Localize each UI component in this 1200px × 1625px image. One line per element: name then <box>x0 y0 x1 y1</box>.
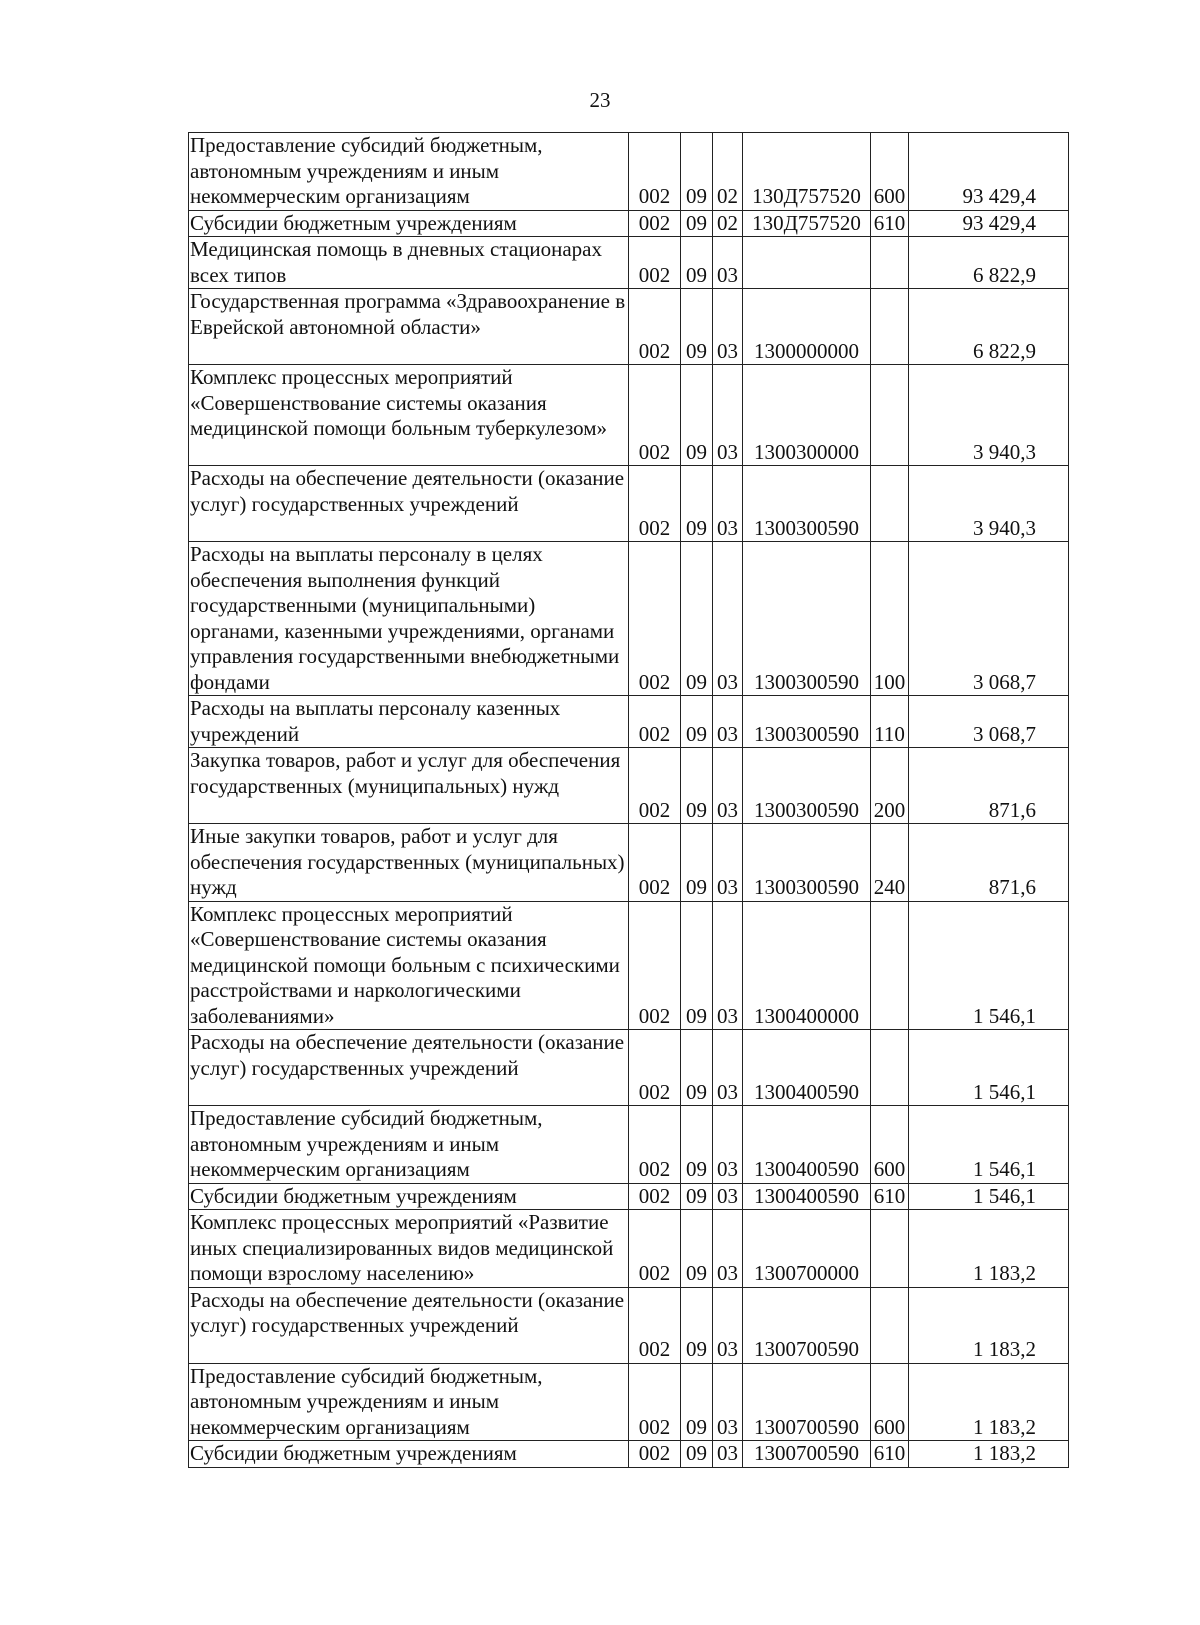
row-amount: 93 429,4 <box>909 210 1069 237</box>
row-amount: 3 940,3 <box>909 466 1069 542</box>
row-admin-code: 002 <box>629 696 681 748</box>
row-expense-type: 200 <box>871 748 909 824</box>
row-subsection: 03 <box>713 1441 743 1468</box>
table-row <box>189 542 1069 696</box>
row-subsection: 02 <box>713 210 743 237</box>
row-name: Предоставление субсидий бюджетным, автономным учреждениям и иным некоммерческим организациям <box>189 133 629 211</box>
row-section: 09 <box>681 824 713 902</box>
row-subsection: 03 <box>713 237 743 289</box>
row-section: 09 <box>681 289 713 365</box>
row-expense-type: 100 <box>871 542 909 696</box>
row-admin-code: 002 <box>629 748 681 824</box>
row-section: 09 <box>681 748 713 824</box>
row-section: 09 <box>681 542 713 696</box>
table-row <box>189 901 1069 1030</box>
row-target-article: 1300700590 <box>743 1287 871 1363</box>
row-amount: 1 546,1 <box>909 1106 1069 1184</box>
row-name: Предоставление субсидий бюджетным, автономным учреждениям и иным некоммерческим организациям <box>189 1363 629 1441</box>
row-subsection: 03 <box>713 1287 743 1363</box>
row-subsection: 03 <box>713 1183 743 1210</box>
row-target-article: 1300700000 <box>743 1210 871 1288</box>
page-number: 23 <box>589 88 611 112</box>
row-target-article <box>743 237 871 289</box>
row-name: Субсидии бюджетным учреждениям <box>189 1183 629 1210</box>
row-target-article: 1300700590 <box>743 1441 871 1468</box>
row-subsection: 03 <box>713 696 743 748</box>
table-row <box>189 466 1069 542</box>
row-name: Расходы на выплаты персоналу в целях обеспечения выполнения функций государственными (муниципальными) органами, казенными учреждениями, органами управления государственными внебюджетными фондами <box>189 542 629 696</box>
row-subsection: 03 <box>713 1210 743 1288</box>
row-expense-type: 610 <box>871 210 909 237</box>
row-subsection: 03 <box>713 824 743 902</box>
row-target-article: 1300300590 <box>743 696 871 748</box>
row-section: 09 <box>681 210 713 237</box>
row-name: Иные закупки товаров, работ и услуг для обеспечения государственных (муниципальных) нужд <box>189 824 629 902</box>
row-section: 09 <box>681 1183 713 1210</box>
row-name: Субсидии бюджетным учреждениям <box>189 210 629 237</box>
row-subsection: 03 <box>713 289 743 365</box>
row-target-article: 1300300590 <box>743 466 871 542</box>
row-name: Предоставление субсидий бюджетным, автономным учреждениям и иным некоммерческим организациям <box>189 1106 629 1184</box>
table-row <box>189 210 1069 237</box>
row-expense-type <box>871 237 909 289</box>
row-expense-type: 110 <box>871 696 909 748</box>
row-subsection: 03 <box>713 1363 743 1441</box>
table-row <box>189 289 1069 365</box>
row-amount: 1 546,1 <box>909 1183 1069 1210</box>
row-section: 09 <box>681 133 713 211</box>
table-row <box>189 1363 1069 1441</box>
row-name: Комплекс процессных мероприятий «Совершенствование системы оказания медицинской помощи больным с психическими расстройствами и наркологическими заболеваниями» <box>189 901 629 1030</box>
table-row <box>189 748 1069 824</box>
row-target-article: 1300300590 <box>743 542 871 696</box>
row-name: Комплекс процессных мероприятий «Развитие иных специализированных видов медицинской помощи взрослому населению» <box>189 1210 629 1288</box>
row-section: 09 <box>681 1363 713 1441</box>
row-target-article: 1300000000 <box>743 289 871 365</box>
row-section: 09 <box>681 237 713 289</box>
row-amount: 1 546,1 <box>909 1030 1069 1106</box>
table-row <box>189 1210 1069 1288</box>
row-admin-code: 002 <box>629 133 681 211</box>
row-expense-type <box>871 466 909 542</box>
row-name: Комплекс процессных мероприятий «Совершенствование системы оказания медицинской помощи больным туберкулезом» <box>189 365 629 466</box>
row-name: Расходы на обеспечение деятельности (оказание услуг) государственных учреждений <box>189 466 629 542</box>
row-subsection: 03 <box>713 1106 743 1184</box>
row-target-article: 1300400590 <box>743 1106 871 1184</box>
row-expense-type <box>871 1030 909 1106</box>
row-admin-code: 002 <box>629 1106 681 1184</box>
row-expense-type <box>871 901 909 1030</box>
row-expense-type <box>871 289 909 365</box>
row-expense-type: 600 <box>871 1363 909 1441</box>
row-name: Медицинская помощь в дневных стационарах всех типов <box>189 237 629 289</box>
row-amount: 1 183,2 <box>909 1441 1069 1468</box>
row-expense-type: 600 <box>871 1106 909 1184</box>
row-amount: 93 429,4 <box>909 133 1069 211</box>
row-amount: 6 822,9 <box>909 237 1069 289</box>
row-amount: 3 940,3 <box>909 365 1069 466</box>
row-name: Закупка товаров, работ и услуг для обеспечения государственных (муниципальных) нужд <box>189 748 629 824</box>
row-amount: 871,6 <box>909 824 1069 902</box>
row-subsection: 03 <box>713 365 743 466</box>
row-admin-code: 002 <box>629 365 681 466</box>
row-target-article: 1300400590 <box>743 1183 871 1210</box>
row-target-article: 1300400000 <box>743 901 871 1030</box>
row-admin-code: 002 <box>629 824 681 902</box>
table-row <box>189 696 1069 748</box>
row-section: 09 <box>681 696 713 748</box>
row-target-article: 1300700590 <box>743 1363 871 1441</box>
table-row <box>189 1441 1069 1468</box>
row-target-article: 1300400590 <box>743 1030 871 1106</box>
row-amount: 871,6 <box>909 748 1069 824</box>
row-section: 09 <box>681 466 713 542</box>
row-admin-code: 002 <box>629 237 681 289</box>
row-amount: 3 068,7 <box>909 696 1069 748</box>
row-expense-type: 610 <box>871 1441 909 1468</box>
row-expense-type <box>871 1210 909 1288</box>
row-expense-type <box>871 1287 909 1363</box>
row-admin-code: 002 <box>629 289 681 365</box>
row-subsection: 02 <box>713 133 743 211</box>
row-name: Расходы на обеспечение деятельности (оказание услуг) государственных учреждений <box>189 1287 629 1363</box>
row-target-article: 1300300590 <box>743 748 871 824</box>
row-target-article: 1300300000 <box>743 365 871 466</box>
row-admin-code: 002 <box>629 210 681 237</box>
row-name: Расходы на обеспечение деятельности (оказание услуг) государственных учреждений <box>189 1030 629 1106</box>
budget-table <box>188 132 1069 1468</box>
row-name: Государственная программа «Здравоохранение в Еврейской автономной области» <box>189 289 629 365</box>
table-row <box>189 1030 1069 1106</box>
row-name: Расходы на выплаты персоналу казенных учреждений <box>189 696 629 748</box>
row-section: 09 <box>681 1441 713 1468</box>
row-amount: 1 183,2 <box>909 1287 1069 1363</box>
row-amount: 3 068,7 <box>909 542 1069 696</box>
row-section: 09 <box>681 1030 713 1106</box>
table-row <box>189 365 1069 466</box>
row-admin-code: 002 <box>629 1287 681 1363</box>
row-amount: 1 183,2 <box>909 1210 1069 1288</box>
table-row <box>189 133 1069 211</box>
row-subsection: 03 <box>713 542 743 696</box>
table-row <box>189 237 1069 289</box>
row-amount: 6 822,9 <box>909 289 1069 365</box>
row-expense-type: 240 <box>871 824 909 902</box>
row-admin-code: 002 <box>629 901 681 1030</box>
row-subsection: 03 <box>713 466 743 542</box>
table-body <box>189 133 1069 1468</box>
row-subsection: 03 <box>713 901 743 1030</box>
row-admin-code: 002 <box>629 1030 681 1106</box>
row-target-article: 130Д757520 <box>743 133 871 211</box>
table-row <box>189 1183 1069 1210</box>
row-admin-code: 002 <box>629 1210 681 1288</box>
row-target-article: 130Д757520 <box>743 210 871 237</box>
row-section: 09 <box>681 1106 713 1184</box>
row-admin-code: 002 <box>629 542 681 696</box>
row-subsection: 03 <box>713 1030 743 1106</box>
row-admin-code: 002 <box>629 1441 681 1468</box>
row-admin-code: 002 <box>629 1363 681 1441</box>
table-row <box>189 1287 1069 1363</box>
row-section: 09 <box>681 901 713 1030</box>
row-admin-code: 002 <box>629 466 681 542</box>
row-expense-type <box>871 365 909 466</box>
table-row <box>189 1106 1069 1184</box>
row-section: 09 <box>681 1287 713 1363</box>
row-amount: 1 183,2 <box>909 1363 1069 1441</box>
row-expense-type: 610 <box>871 1183 909 1210</box>
row-amount: 1 546,1 <box>909 901 1069 1030</box>
row-target-article: 1300300590 <box>743 824 871 902</box>
row-admin-code: 002 <box>629 1183 681 1210</box>
row-expense-type: 600 <box>871 133 909 211</box>
table-row <box>189 824 1069 902</box>
row-name: Субсидии бюджетным учреждениям <box>189 1441 629 1468</box>
row-section: 09 <box>681 365 713 466</box>
row-subsection: 03 <box>713 748 743 824</box>
row-section: 09 <box>681 1210 713 1288</box>
